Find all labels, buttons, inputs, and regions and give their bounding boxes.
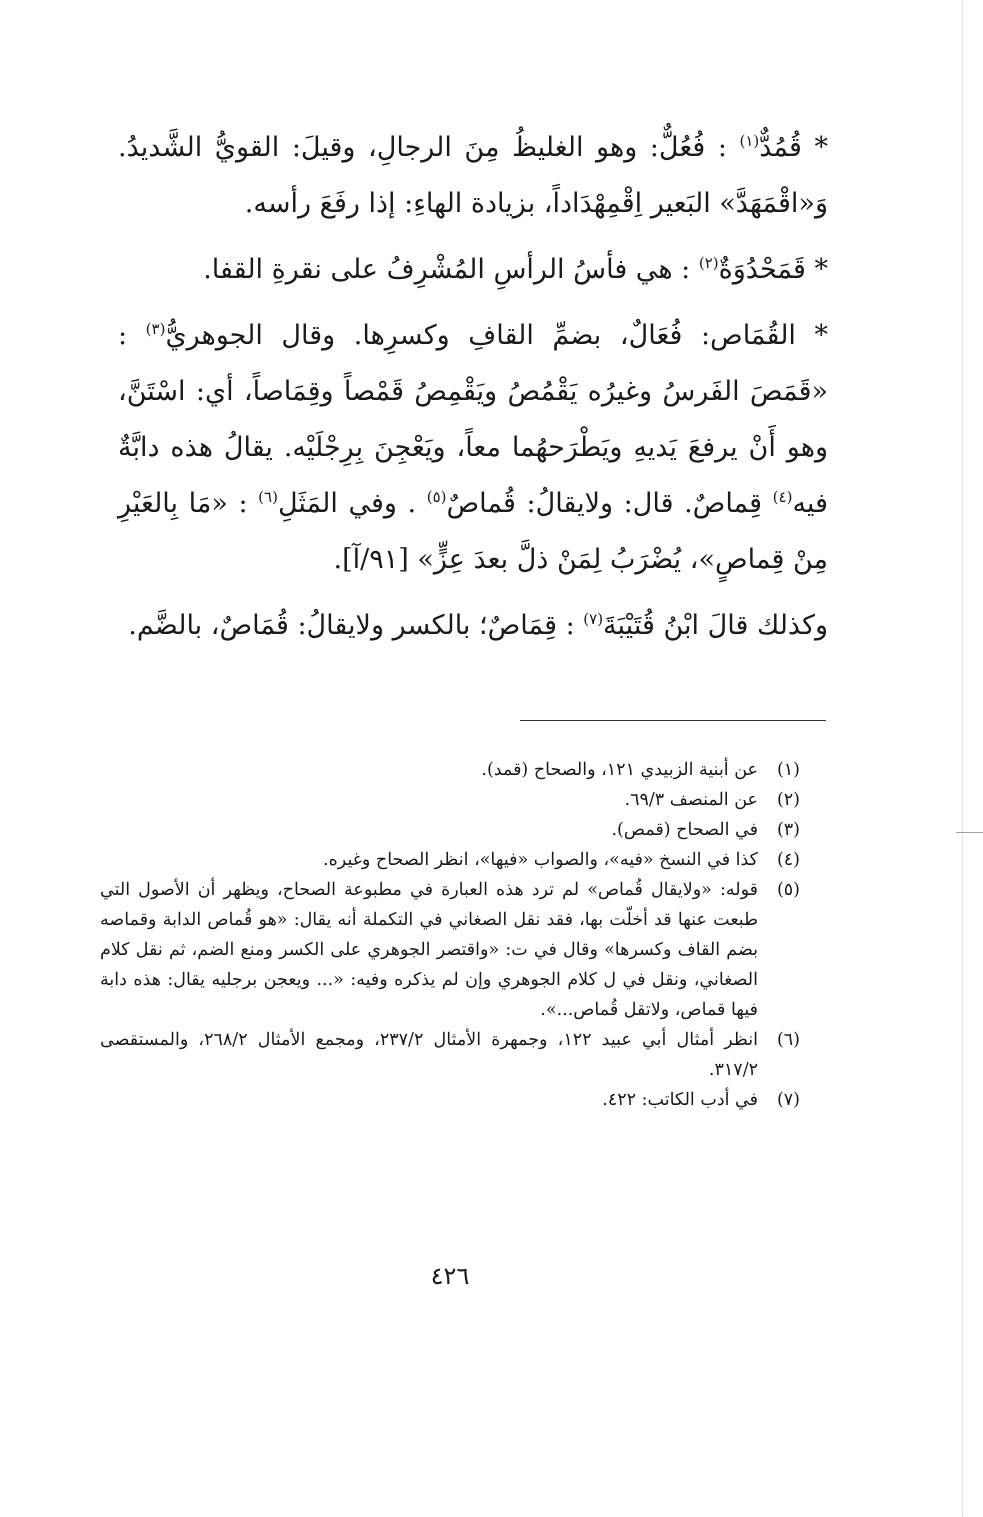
footnote bbox=[100, 785, 800, 815]
entry-body: : هي فأسُ الرأسِ المُشْرِفُ على نقرةِ القفا. bbox=[203, 254, 699, 285]
footnote-ref: (٥) bbox=[426, 488, 447, 506]
entry-body: قِماصٌ. قال: ولايقالُ: قُماصٌ bbox=[446, 488, 773, 519]
closing-paragraph bbox=[118, 598, 828, 654]
scan-edge-line bbox=[962, 0, 963, 1517]
footnotes bbox=[100, 755, 800, 1115]
closing-text: : قِمَاصٌ؛ بالكسر ولايقالُ: قُمَاصٌ، بالضَّم. bbox=[128, 610, 584, 641]
footnote-number: (٣) bbox=[776, 820, 800, 840]
footnote-text: كذا في النسخ «فيه»، والصواب «فيها»، انظر الصحاح وغيره. bbox=[323, 850, 758, 870]
footnote-ref: (٦) bbox=[258, 488, 278, 506]
footnote bbox=[100, 1085, 800, 1115]
footnote-text: في الصحاح (قمص). bbox=[611, 820, 758, 840]
headword: * قُمُدٌّ bbox=[759, 132, 828, 163]
closing-text: وكذلك قالَ ابْنُ قُتَيْبَةَ bbox=[603, 610, 828, 641]
scan-edge-tick bbox=[956, 832, 983, 833]
footnote-text: في أدب الكاتب: ٤٢٢. bbox=[602, 1090, 758, 1110]
entry-qumud bbox=[118, 120, 828, 232]
footnote-text: عن المنصف ٦٩/٣. bbox=[624, 790, 758, 810]
footnote bbox=[100, 815, 800, 845]
entry-paragraph bbox=[118, 242, 828, 298]
entry-body: : «مَا بِالعَيْرِ مِنْ قِماصٍ»، يُضْرَبُ لِمَنْ ذلَّ بعدَ عِزٍّ» [٩١/آ]. bbox=[118, 488, 828, 575]
footnote-number: (١) bbox=[776, 760, 800, 780]
headword: * القُمَاص: فُعَالٌ، بضمِّ القافِ وكسرِها. وقال الجوهريُّ bbox=[165, 320, 828, 351]
footnote-ref: (٣) bbox=[145, 320, 166, 338]
footnote-number: (٦) bbox=[776, 1030, 800, 1050]
footnote-ref: (٢) bbox=[698, 254, 719, 272]
footnote-ref: (٤) bbox=[772, 488, 793, 506]
headword: * قَمَحْدُوَةٌ bbox=[718, 254, 828, 285]
footnote bbox=[100, 875, 800, 1025]
footnote bbox=[100, 755, 800, 785]
footnote-number: (٧) bbox=[776, 1090, 800, 1110]
entry-body: . وفي المَثَلِ bbox=[277, 488, 427, 519]
entry-qamahduwa bbox=[118, 242, 828, 298]
footnote-separator bbox=[520, 720, 826, 721]
footnote-number: (٢) bbox=[776, 790, 800, 810]
footnote bbox=[100, 845, 800, 875]
entry-body: : فُعُلٌّ: وهو الغليظُ مِنَ الرجالِ، وقيلَ: القويُّ الشَّديدُ. وَ«اقْمَهَدَّ» البَعير اِقْمِهْدَاداً، بزيادة الهاءِ: إذا رفَعَ رأسه. bbox=[118, 132, 828, 219]
footnote-text: عن أبنية الزبيدي ١٢١، والصحاح (قمد). bbox=[481, 760, 758, 780]
footnote-number: (٥) bbox=[776, 880, 800, 900]
entry-qumas bbox=[118, 308, 828, 588]
footnote bbox=[100, 1025, 800, 1085]
main-text bbox=[118, 120, 828, 654]
footnote-ref: (١) bbox=[739, 132, 760, 150]
footnote-text: قوله: «ولايقال قُماص» لم ترد هذه العبارة في مطبوعة الصحاح، ويظهر أن الأصول التي طبعت عنها قد أخلّت بها، فقد نقل الصغاني في التكملة أنه يقال: «هو قُماص الدابة وقماصه بضم القاف وكسرها» وقال في ت: «واقتصر الجوهري على الكسر ومنع الضم، ثم نقل كلام الصغاني، ونقل في ل كلام الجوهري وإن لم يذكره وفيه: «... ويعجن برجليه يقال: هذه دابة فيها قماص، ولاتقل قُماص...». bbox=[100, 880, 758, 1020]
footnote-ref: (٧) bbox=[583, 610, 604, 628]
entry-paragraph bbox=[118, 308, 828, 588]
entry-body: : «قَمَصَ الفَرسُ وغيرُه يَقْمُصُ ويَقْمِصُ قَمْصاً وقِمَاصاً، أي: اسْتَنَّ، وهو أَنْ يرفعَ يَديهِ ويَطْرَحهُما معاً، ويَعْجِنَ بِرِجْلَيْه. يقالُ هذه دابَّةٌ فيه bbox=[118, 320, 828, 519]
page-number: ٤٢٦ bbox=[430, 1262, 470, 1290]
footnote-number: (٤) bbox=[776, 850, 800, 870]
footnote-text: انظر أمثال أبي عبيد ١٢٢، وجمهرة الأمثال ٢٣٧/٢، ومجمع الأمثال ٢٦٨/٢، والمستقصى ٣١٧/٢. bbox=[100, 1030, 758, 1080]
entry-paragraph bbox=[118, 120, 828, 232]
